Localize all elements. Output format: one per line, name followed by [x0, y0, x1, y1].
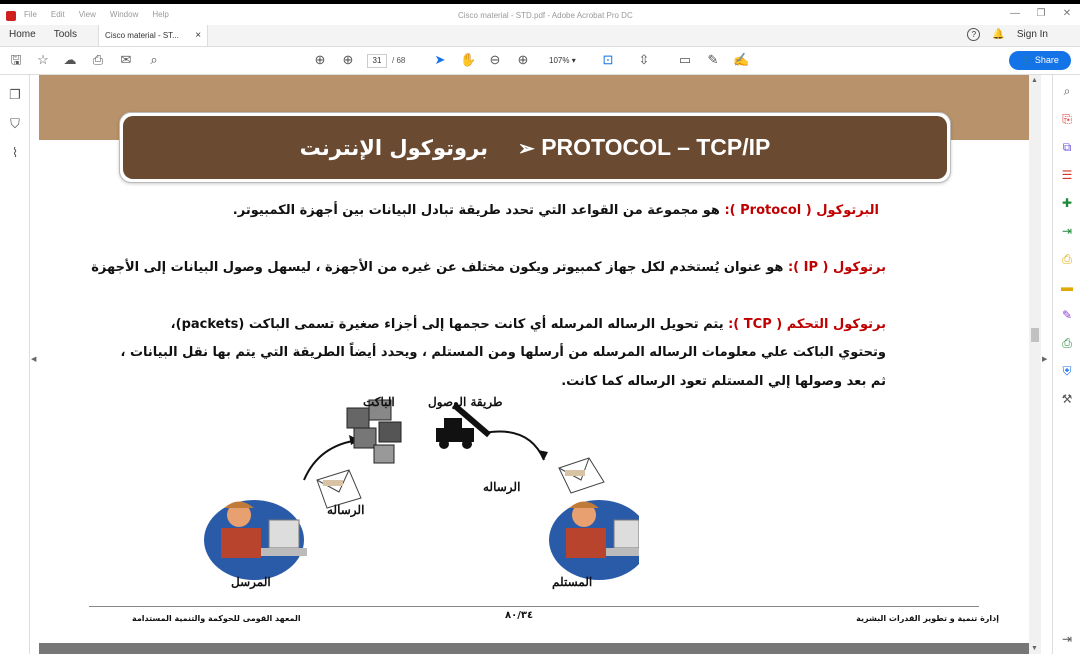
minimize-button[interactable]: — [1010, 8, 1020, 19]
label-packet: الباكت [363, 395, 395, 409]
zoom-search-icon[interactable]: ⌕ [1063, 84, 1071, 98]
arrow-route-to-receiver [484, 432, 544, 460]
zoom-out-icon[interactable]: ⊖ [489, 52, 501, 67]
label-message-left: الرساله [327, 503, 365, 517]
hand-tool-icon[interactable]: ✋ [460, 52, 477, 67]
receiver-person-icon [549, 500, 639, 580]
share-label: Share [1034, 55, 1059, 65]
label-sender: المرسل [231, 575, 271, 589]
menu-edit[interactable]: Edit [50, 10, 65, 19]
slide-title-english-text: PROTOCOL – TCP/IP [541, 134, 771, 160]
bookmark-star-icon[interactable]: ☆ [37, 52, 49, 67]
save-icon[interactable]: 🖫 [10, 52, 22, 67]
paragraph-tcp-line3: ثم بعد وصولها إلي المستلم تعود الرساله كما كانت. [561, 374, 886, 389]
scrollbar-thumb[interactable] [1031, 328, 1039, 342]
slide-title-english [518, 134, 770, 161]
window-title: Cisco material - STD.pdf - Adobe Acrobat Pro DC [458, 11, 633, 20]
label-protocol: البرتوكول ( Protocol ): [724, 203, 879, 218]
select-cursor-icon[interactable]: ➤ [434, 52, 446, 67]
print-icon[interactable]: ⎙ [92, 52, 104, 67]
acrobat-logo-icon [6, 11, 16, 21]
document-page [39, 75, 1029, 654]
email-icon[interactable]: ✉ [120, 52, 132, 67]
window-titlebar [0, 0, 1080, 25]
tools-tab[interactable]: Tools [53, 29, 78, 40]
document-tab[interactable] [98, 25, 208, 46]
text-protocol: هو مجموعة من القواعد التي تحدد طريقة تبادل البيانات بين أجهزة الكمبيوتر. [232, 203, 725, 218]
send-for-review-icon[interactable]: ⎙ [1062, 252, 1072, 266]
slide-bottom-band [39, 643, 1029, 654]
label-receiver: المستلم [552, 575, 593, 589]
text-ip: هو عنوان يُستخدم لكل جهاز كمبيوتر ويكون مختلف عن غيره من الأجهزة ، ليسهل وصول البيانات إلى الأجهزة [91, 260, 788, 275]
label-tcp: برتوكول التحكم ( TCP ): [728, 317, 886, 332]
footer-institute: المعهد القومى للحوكمة والتنمية المستدامة [132, 614, 301, 623]
document-tab-label: Cisco material - ST... [105, 31, 179, 40]
protect-shield-icon[interactable]: ⛨ [1062, 364, 1072, 378]
footer-department: إدارة تنمية و تطوير القدرات البشرية [856, 614, 999, 623]
comment-icon[interactable]: ▭ [678, 52, 692, 67]
tcp-diagram [199, 390, 639, 590]
slide-title-arabic: بروتوكول الإنترنت [299, 135, 489, 160]
page-number-input[interactable]: 31 [367, 54, 387, 68]
export-pdf-icon[interactable]: ⇥ [1061, 224, 1073, 238]
menu-bar [24, 10, 169, 19]
arrow-bullet-icon: ➢ [518, 138, 535, 160]
previous-page-icon[interactable]: ⊕ [314, 52, 326, 67]
help-icon[interactable]: ? [967, 28, 980, 41]
collapse-right-pane-icon[interactable]: ▶ [1042, 356, 1048, 363]
bookmarks-icon[interactable]: ⛉ [10, 116, 20, 131]
label-route: طريقة الوصول [428, 395, 503, 409]
next-page-icon[interactable]: ⊕ [342, 52, 354, 67]
comment-tool-icon[interactable]: ▬ [1061, 280, 1073, 294]
menu-help[interactable]: Help [152, 10, 169, 19]
window-controls [1002, 8, 1080, 19]
upload-cloud-icon[interactable]: ☁ [63, 52, 77, 67]
notifications-bell-icon[interactable]: 🔔 [992, 29, 1005, 40]
menu-file[interactable]: File [24, 10, 37, 19]
page-total: / 68 [392, 56, 406, 65]
delivery-car-icon [436, 405, 489, 449]
slide-footer-rule [89, 606, 979, 607]
scroll-down-icon[interactable]: ▼ [1031, 645, 1038, 652]
zoom-level-value: 107% [549, 56, 570, 65]
collapse-left-pane-icon[interactable]: ◀ [31, 356, 37, 363]
share-user-icon: 👤 [1021, 55, 1033, 65]
paragraph-tcp-line2: وتحتوي الباكت علي معلومات الرساله المرسله من أرسلها ومن المستلم ، ويحدد أيضاً الطريقة التي يتم بها نقل البيانات ، [120, 345, 886, 360]
fit-page-icon[interactable]: ⊡ [602, 52, 614, 67]
collapse-tools-icon[interactable]: ⇥ [1061, 632, 1073, 646]
close-tab-icon[interactable]: × [195, 30, 202, 41]
envelope-right-icon [559, 458, 604, 493]
home-tab[interactable]: Home [9, 29, 36, 40]
combine-files-icon[interactable]: ⧉ [1062, 140, 1072, 154]
page-thumbnails-icon[interactable]: ❐ [9, 87, 21, 102]
footer-page-number: ٨٠/٣٤ [505, 610, 534, 621]
maximize-button[interactable]: ❐ [1036, 8, 1046, 19]
share-button[interactable] [1009, 51, 1071, 70]
puzzle-packets-icon [347, 400, 401, 463]
menu-view[interactable]: View [78, 10, 96, 19]
vertical-scrollbar[interactable] [1029, 75, 1041, 654]
text-tcp: يتم تحويل الرساله المرسله أي كانت حجمها إلى أجزاء صغيرة تسمى الباكت (packets)، [170, 317, 729, 332]
paragraph-protocol [233, 203, 879, 218]
zoom-level-select[interactable]: 107% ▾ [549, 56, 576, 65]
menu-window[interactable]: Window [109, 10, 139, 19]
scrolling-mode-icon[interactable]: ⇳ [638, 52, 650, 67]
tabs-row [0, 25, 1080, 47]
label-message-right: الرساله [483, 480, 521, 494]
search-icon[interactable]: ⌕ [150, 52, 158, 67]
label-ip: برتوكول ( IP ): [787, 260, 886, 275]
edit-pdf-icon[interactable]: ✚ [1061, 196, 1073, 210]
organize-pages-icon[interactable]: ☰ [1061, 168, 1073, 182]
print-production-icon[interactable]: ⎙ [1062, 336, 1072, 350]
paragraph-ip [91, 260, 886, 275]
fill-sign-icon[interactable]: ✎ [1061, 308, 1073, 322]
left-navigation-pane [0, 75, 30, 654]
scroll-up-icon[interactable]: ▲ [1031, 77, 1038, 84]
zoom-in-icon[interactable]: ⊕ [517, 52, 529, 67]
sign-icon[interactable]: ✍ [733, 52, 750, 67]
highlight-pen-icon[interactable]: ✎ [707, 52, 719, 67]
create-pdf-icon[interactable]: ⎘ [1062, 112, 1072, 126]
close-window-button[interactable]: ✕ [1062, 8, 1072, 19]
right-tools-pane [1052, 75, 1080, 654]
attachments-paperclip-icon[interactable]: ⌇ [11, 145, 19, 160]
toolbar [0, 47, 1080, 75]
slide-title-box [119, 112, 951, 183]
paragraph-tcp [171, 317, 886, 332]
sender-person-icon [204, 500, 307, 580]
more-tools-icon[interactable]: ⚒ [1061, 392, 1073, 406]
sign-in-button[interactable]: Sign In [1016, 29, 1048, 40]
